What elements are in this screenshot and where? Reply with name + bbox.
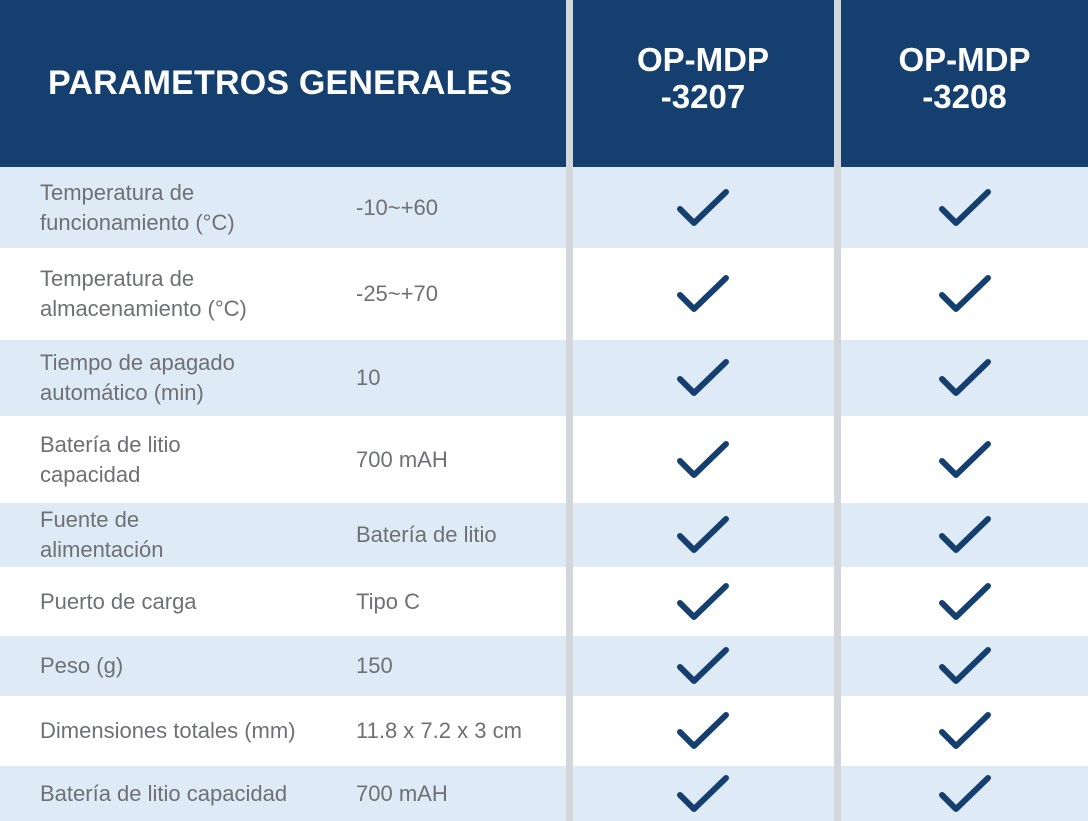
row-value: -25~+70 <box>356 281 438 307</box>
row-value: 700 mAH <box>356 780 448 806</box>
row-label: Tiempo de apagado automático (min) <box>40 350 235 405</box>
table-row-charging-port <box>0 567 1088 636</box>
check-icon <box>841 567 1088 636</box>
row-label: Peso (g) <box>40 653 124 679</box>
row-value: -10~+60 <box>356 194 438 220</box>
table-row-battery-capacity-repeat <box>0 766 1088 821</box>
check-icon <box>572 567 834 636</box>
check-icon <box>841 248 1088 340</box>
check-icon <box>841 503 1088 567</box>
table-row-weight <box>0 636 1088 696</box>
model-header-3207 <box>572 0 834 167</box>
row-value: Batería de litio <box>356 522 497 548</box>
check-icon <box>841 636 1088 696</box>
check-icon <box>572 416 834 503</box>
table-row-auto-off-time <box>0 340 1088 416</box>
row-label: Temperatura de funcionamiento (°C) <box>40 179 235 235</box>
parameters-title: PARAMETROS GENERALES <box>48 64 513 102</box>
row-value: Tipo C <box>356 588 420 614</box>
check-icon <box>572 503 834 567</box>
check-icon <box>572 167 834 248</box>
row-label: Dimensiones totales (mm) <box>40 718 296 744</box>
check-icon <box>841 696 1088 766</box>
check-icon <box>572 766 834 821</box>
check-icon <box>572 636 834 696</box>
row-label: Fuente de alimentación <box>40 507 164 562</box>
column-divider <box>566 0 573 821</box>
check-icon <box>841 167 1088 248</box>
model-header-3208 <box>841 0 1088 167</box>
parameters-header <box>0 0 566 167</box>
check-icon <box>841 766 1088 821</box>
row-label: Puerto de carga <box>40 588 197 614</box>
row-value: 700 mAH <box>356 446 448 472</box>
check-icon <box>572 248 834 340</box>
row-value: 11.8 x 7.2 x 3 cm <box>356 718 522 744</box>
table-row-battery-capacity <box>0 416 1088 503</box>
row-value: 10 <box>356 365 381 391</box>
table-row-power-source <box>0 503 1088 567</box>
check-icon <box>841 416 1088 503</box>
row-label: Batería de litio capacidad <box>40 780 288 806</box>
model-title-3208: OP-MDP -3208 <box>898 40 1031 115</box>
check-icon <box>572 696 834 766</box>
column-divider <box>834 0 841 821</box>
table-row-dimensions <box>0 696 1088 766</box>
row-label: Temperatura de almacenamiento (°C) <box>40 266 247 321</box>
table-row-operating-temperature <box>0 167 1088 248</box>
model-title-3207: OP-MDP -3207 <box>637 40 769 115</box>
check-icon <box>572 340 834 416</box>
row-value: 150 <box>356 653 393 679</box>
table-header <box>0 0 1088 167</box>
check-icon <box>841 340 1088 416</box>
table-row-storage-temperature <box>0 248 1088 340</box>
row-label: Batería de litio capacidad <box>40 431 181 487</box>
